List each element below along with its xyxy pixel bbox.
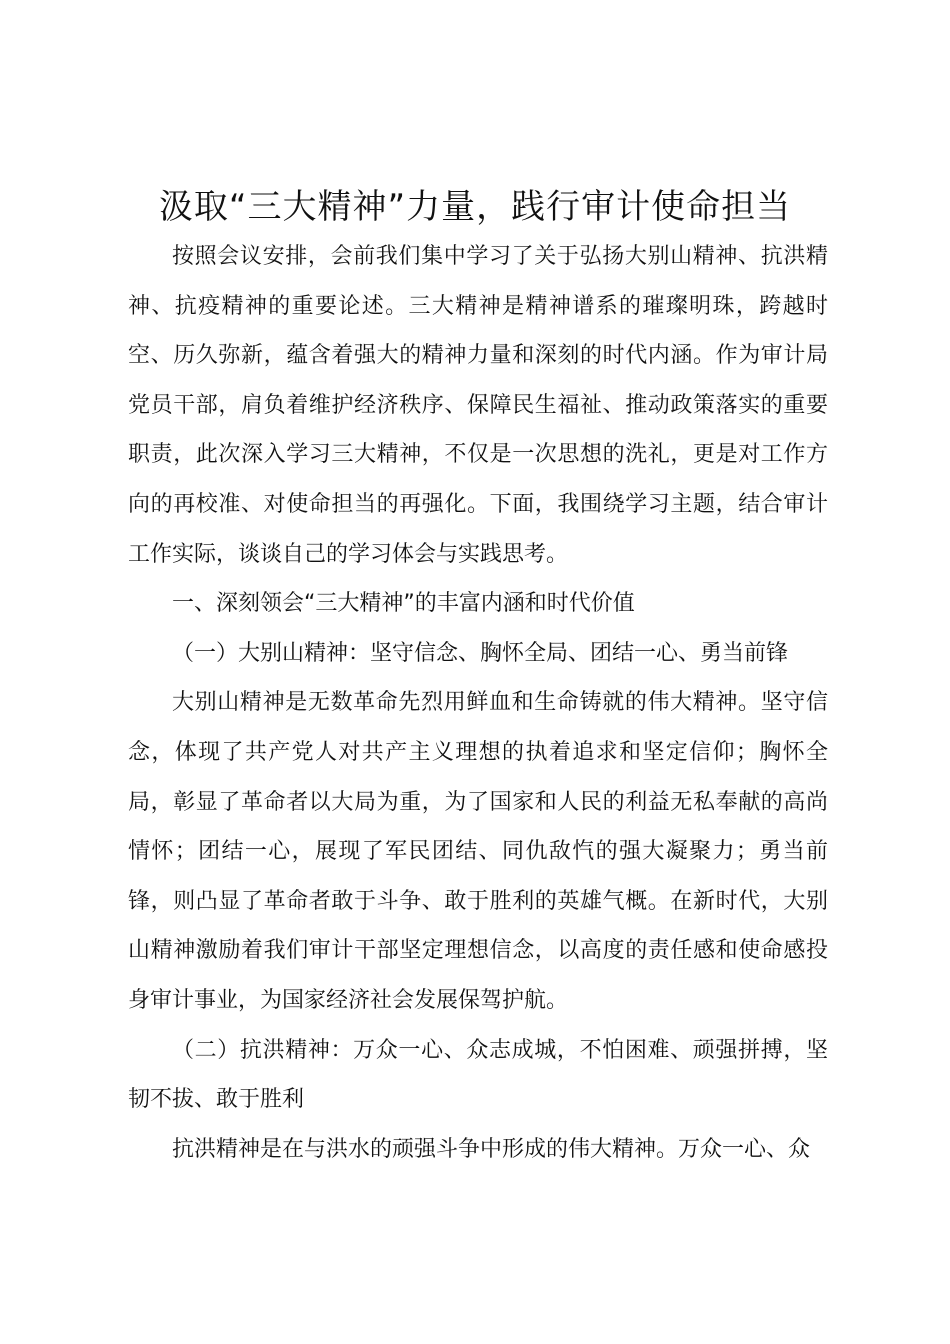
document-title: 汲取“三大精神”力量，践行审计使命担当 (158, 187, 792, 227)
intro-paragraph: 按照会议安排，会前我们集中学习了关于弘扬大别山精神、抗洪精神、抗疫精神的重要论述。三大精神是精神谱系的璀璨明珠，跨越时空、历久弥新，蕴含着强大的精神力量和深刻的时代内涵。作为审计局党员干部，肩负着维护经济秩序、保障民生福祉、推动政策落实的重要职责，此次深入学习三大精神，不仅是一次思想的洗礼，更是对工作方向的再校准、对使命担当的再强化。下面，我围绕学习主题，结合审计工作实际，谈谈自己的学习体会与实践思考。 (128, 244, 828, 567)
document-body (128, 232, 828, 1174)
subsection-heading-2: （二）抗洪精神：万众一心、众志成城，不怕困难、顽强拼搏，坚韧不拔、敢于胜利 (128, 1037, 828, 1113)
flood-paragraph: 抗洪精神是在与洪水的顽强斗争中形成的伟大精神。万众一心、众 (172, 1136, 811, 1162)
dabieshan-paragraph: 大别山精神是无数革命先烈用鲜血和生命铸就的伟大精神。坚守信念，体现了共产党人对共产主义理想的执着追求和坚定信仰；胸怀全局，彰显了革命者以大局为重，为了国家和人民的利益无私奉献的高尚情怀；团结一心，展现了军民团结、同仇敌忾的强大凝聚力；勇当前锋，则凸显了革命者敢于斗争、敢于胜利的英雄气概。在新时代，大别山精神激励着我们审计干部坚定理想信念，以高度的责任感和使命感投身审计事业，为国家经济社会发展保驾护航。 (128, 690, 828, 1013)
section-heading-1: 一、深刻领会“三大精神”的丰富内涵和时代价值 (172, 591, 635, 617)
subsection-heading-1: （一）大别山精神：坚守信念、胸怀全局、团结一心、勇当前锋 (172, 640, 789, 666)
